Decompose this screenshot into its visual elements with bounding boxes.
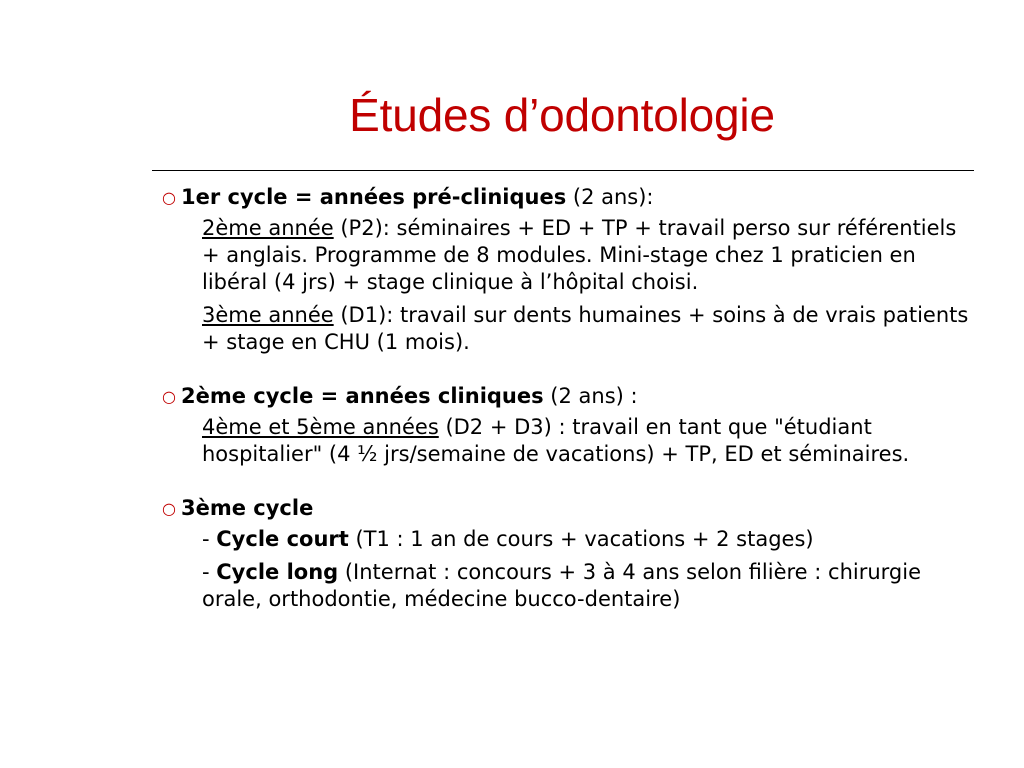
list-item (202, 526, 972, 553)
slide-title: Études d’odontologie (349, 89, 775, 141)
list-item (202, 559, 972, 613)
section-third-cycle (160, 495, 970, 613)
list-item (202, 414, 972, 468)
slide-content (160, 184, 970, 619)
section-second-cycle (160, 383, 970, 468)
circle-bullet-icon: ○ (162, 188, 176, 207)
item-text: (D1): travail sur dents humaines + soins à de vrais patients + stage en CHU (1 mois). (202, 303, 969, 354)
cycle-name: Cycle long (216, 560, 339, 584)
dash-prefix: - (202, 527, 217, 551)
cycle-name: Cycle court (216, 527, 349, 551)
item-text: (D2 + D3) : travail en tant que "étudiant hospitalier" (4 ½ jrs/semaine de vacations) + TP, ED et séminaires. (202, 415, 910, 466)
section-first-cycle (160, 184, 970, 356)
section-heading-detail: (2 ans): (566, 185, 654, 209)
item-text: (Internat : concours + 3 à 4 ans selon filière : chirurgie orale, orthodontie, médecine bucco-dentaire) (202, 560, 921, 611)
section-heading-detail: (2 ans) : (543, 384, 638, 408)
section-heading (160, 495, 970, 522)
title-divider (152, 170, 974, 171)
list-item (202, 302, 972, 356)
section-heading-bold: 3ème cycle (181, 496, 314, 520)
section-heading-bold: 1er cycle = années pré-cliniques (181, 185, 567, 209)
year-label: 2ème année (202, 216, 334, 240)
year-label: 4ème et 5ème années (202, 415, 439, 439)
item-text: (T1 : 1 an de cours + vacations + 2 stages) (348, 527, 814, 551)
list-item (202, 215, 972, 296)
circle-bullet-icon: ○ (162, 387, 176, 406)
item-text: (P2): séminaires + ED + TP + travail perso sur référentiels + anglais. Programme de 8 modules. Mini-stage chez 1 praticien en libéral (4 jrs) + stage clinique à l’hôpital choisi. (202, 216, 957, 294)
dash-prefix: - (202, 560, 217, 584)
section-heading-bold: 2ème cycle = années cliniques (181, 384, 544, 408)
year-label: 3ème année (202, 303, 334, 327)
circle-bullet-icon: ○ (162, 499, 176, 518)
section-heading (160, 383, 970, 410)
section-heading (160, 184, 970, 211)
